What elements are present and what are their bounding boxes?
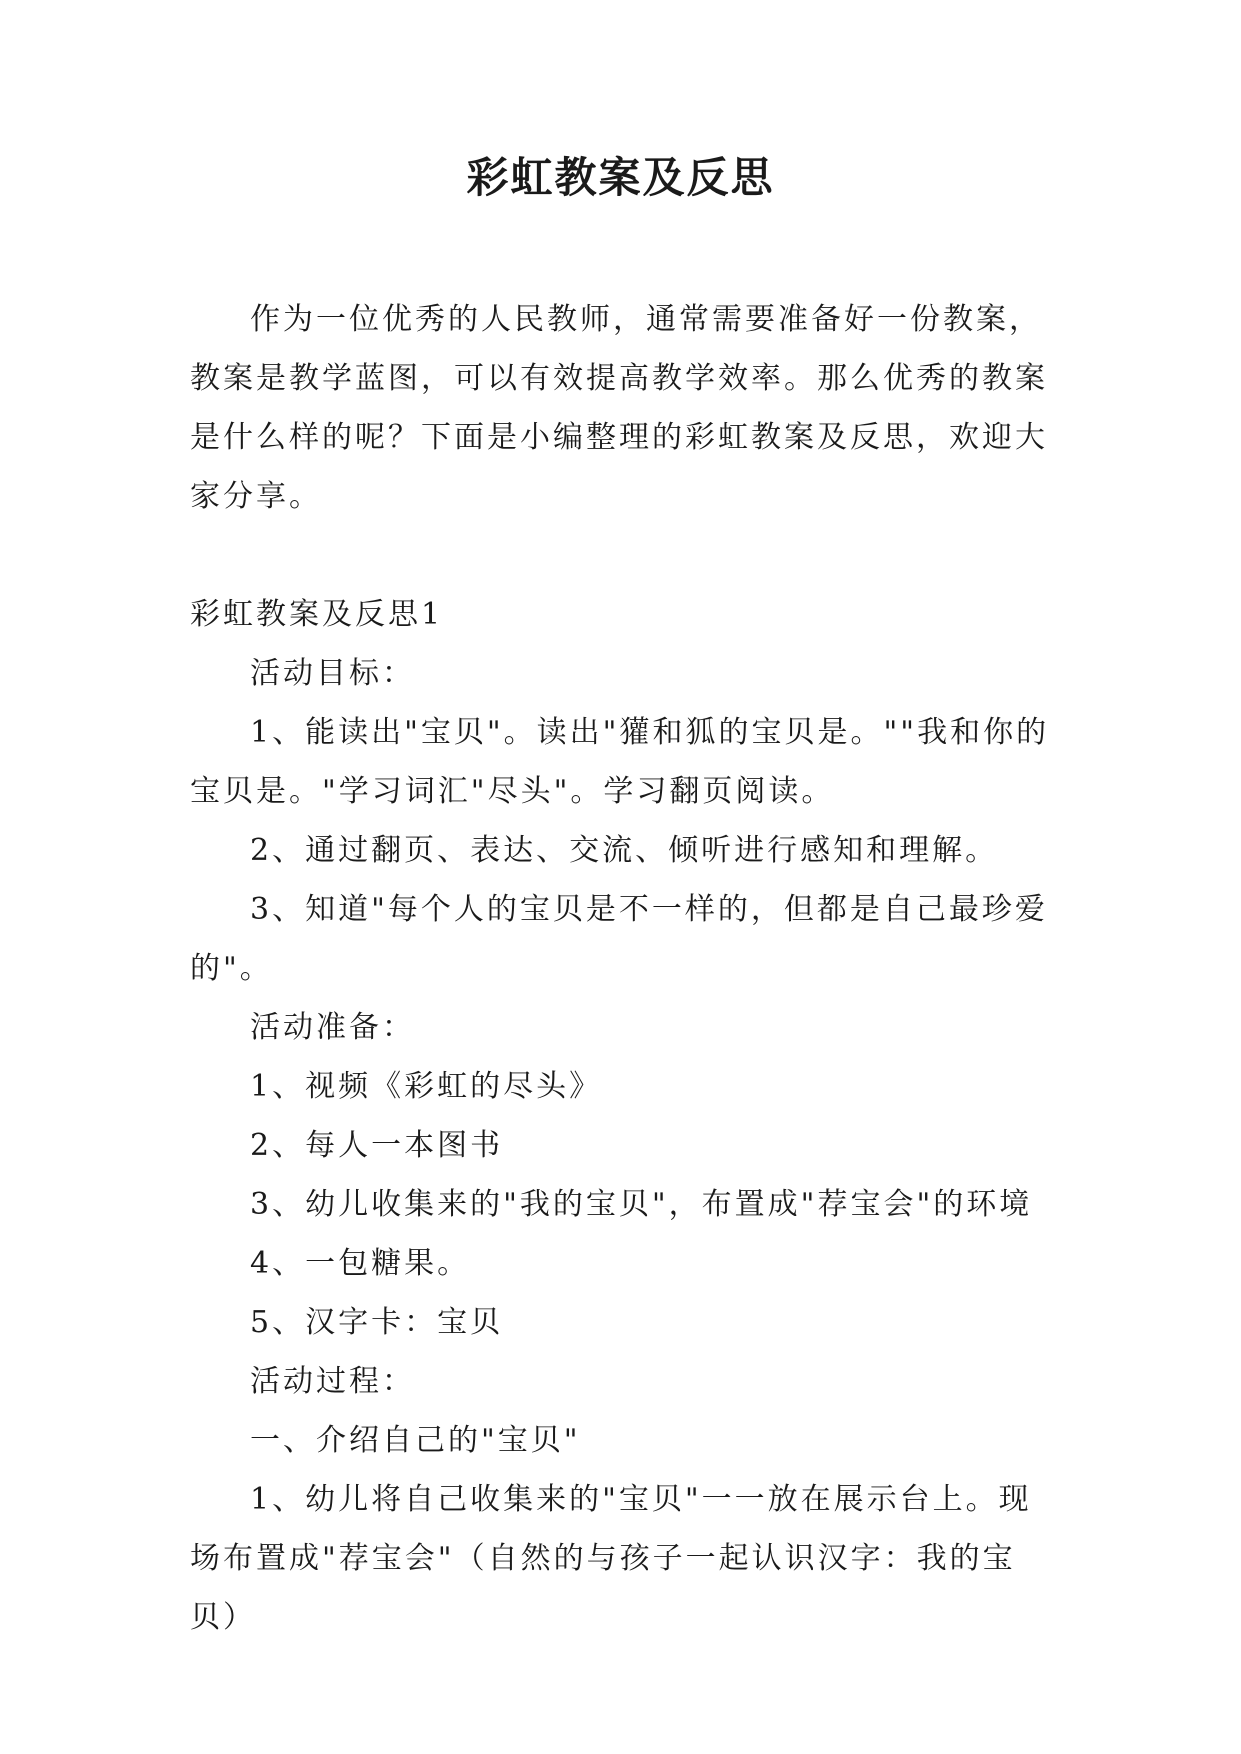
document-title: 彩虹教案及反思 [466, 153, 775, 202]
prep-item-2: 2、每人一本图书 [250, 1128, 504, 1163]
goal-item-3: 3、知道"每个人的宝贝是不一样的，但都是自己最珍爱的"。 [190, 892, 1048, 986]
paragraph-spacer [190, 526, 1060, 585]
intro-paragraph: 作为一位优秀的人民教师，通常需要准备好一份教案，教案是教学蓝图，可以有效提高教学效率。那么优秀的教案是什么样的呢？下面是小编整理的彩虹教案及反思，欢迎大家分享。 [190, 302, 1048, 514]
goal-item-2: 2、通过翻页、表达、交流、倾听进行感知和理解。 [250, 833, 999, 868]
prep-label: 活动准备： [250, 1010, 415, 1045]
process-step-1-item-1: 1、幼儿将自己收集来的"宝贝"一一放在展示台上。现场布置成"荐宝会"（自然的与孩子一起认识汉字：我的宝贝） [190, 1482, 1032, 1635]
goals-label: 活动目标： [250, 656, 415, 691]
prep-item-5: 5、汉字卡：宝贝 [250, 1305, 504, 1340]
prep-item-1: 1、视频《彩虹的尽头》 [250, 1069, 603, 1104]
goal-item-1: 1、能读出"宝贝"。读出"獾和狐的宝贝是。""我和你的宝贝是。"学习词汇"尽头"。学习翻页阅读。 [190, 715, 1050, 809]
document-body [190, 290, 1060, 1647]
prep-item-3: 3、幼儿收集来的"我的宝贝"，布置成"荐宝会"的环境 [250, 1187, 1033, 1222]
prep-item-4: 4、一包糖果。 [250, 1246, 471, 1281]
section-heading: 彩虹教案及反思1 [190, 597, 444, 632]
process-label: 活动过程： [250, 1364, 415, 1399]
process-step-1: 一、介绍自己的"宝贝" [250, 1423, 581, 1458]
